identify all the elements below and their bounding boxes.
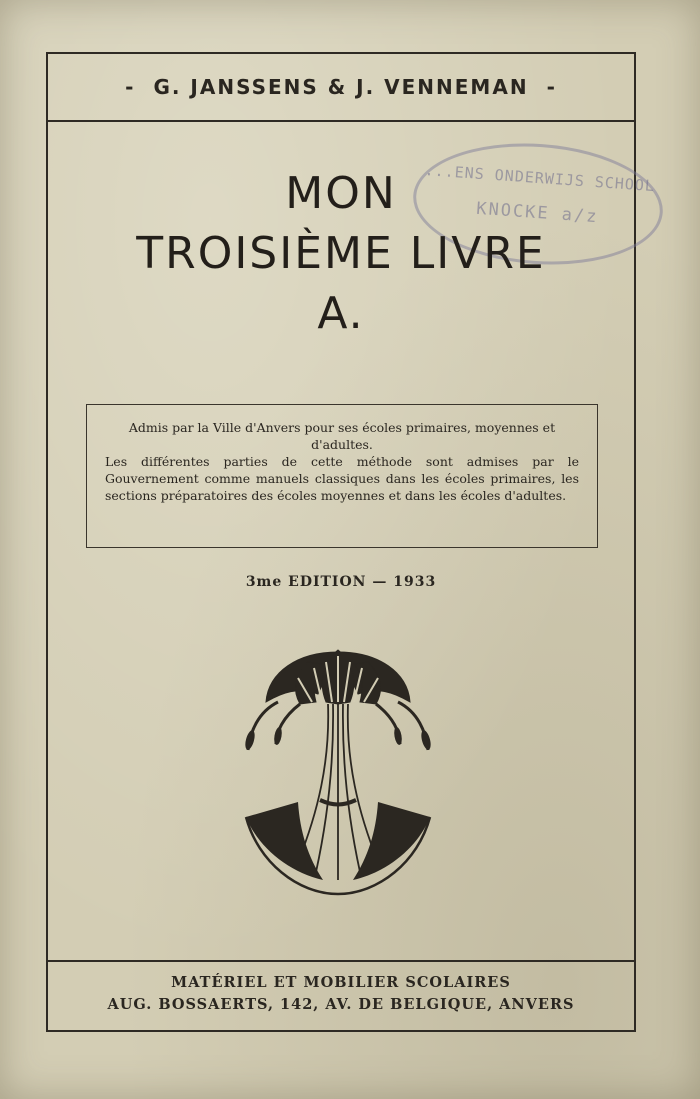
- stamp-line-1: ...ENS ONDERWIJS SCHOOL: [424, 161, 656, 196]
- edition: 3me EDITION — 1933: [245, 574, 437, 590]
- title-line-1: MON: [285, 168, 397, 219]
- author-band: [48, 54, 634, 122]
- approval-text-2: Les différentes parties de cette méthode sont admises par le Gouvernement comme manuels classiques dans les écoles primaires, les sections préparatoires des écoles moyennes et dans les écoles d'adultes.: [105, 454, 579, 503]
- dash-left: -: [125, 75, 136, 99]
- cover-frame: [46, 52, 656, 1032]
- title-line-3: A.: [317, 288, 365, 339]
- publisher-band: [48, 960, 634, 1030]
- title-line-2: TROISIÈME LIVRE: [136, 228, 546, 279]
- approval-box: [86, 404, 598, 548]
- approval-text-1: Admis par la Ville d'Anvers pour ses écoles primaires, moyennes et d'adultes.: [128, 420, 556, 452]
- publisher-line-2: AUG. BOSSAERTS, 142, AV. DE BELGIQUE, ANVERS: [107, 996, 575, 1013]
- book-title: [48, 164, 634, 344]
- dash-right: -: [546, 75, 557, 99]
- wheat-sheaf-icon: [238, 632, 438, 902]
- publisher-line-1: MATÉRIEL ET MOBILIER SCOLAIRES: [171, 974, 511, 991]
- stamp-line-2: KNOCKE a/z: [475, 198, 600, 228]
- authors: G. JANSSENS & J. VENNEMAN: [153, 75, 529, 99]
